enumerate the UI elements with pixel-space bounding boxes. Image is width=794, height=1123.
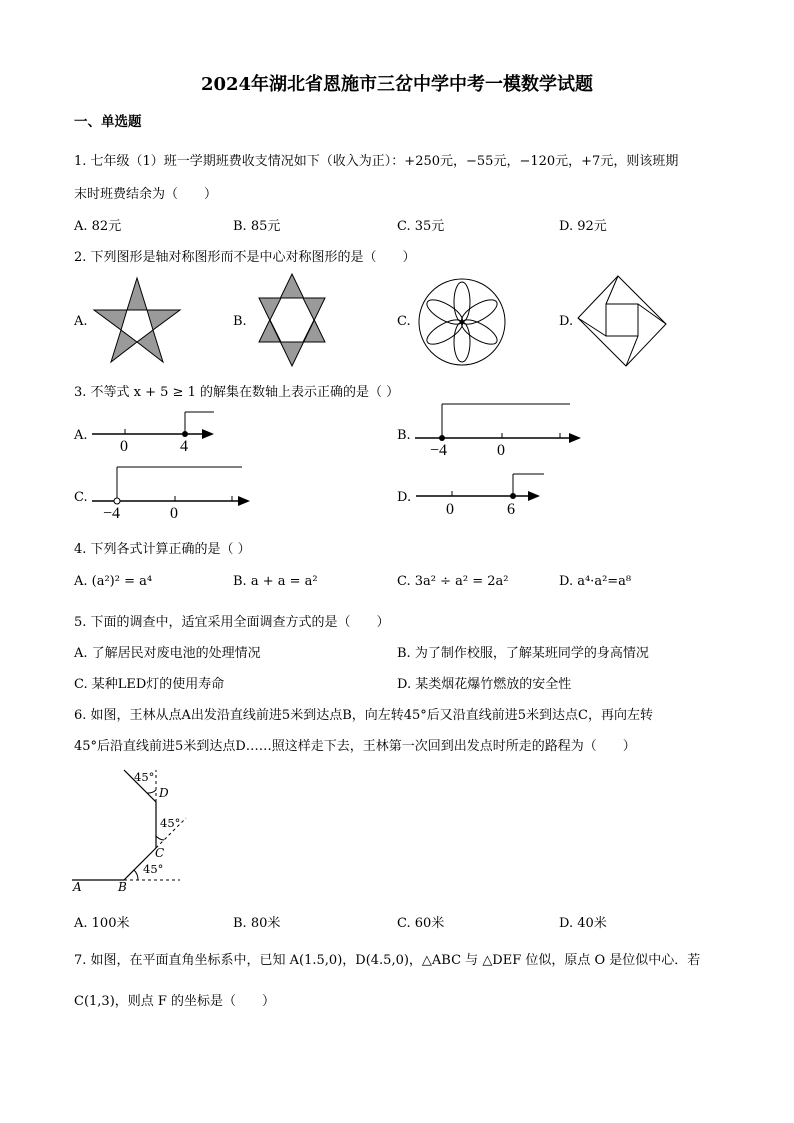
q6-point-a: A (73, 880, 82, 894)
q6-option-c: C. 60米 (397, 916, 445, 931)
section-heading: 一、单选题 (74, 114, 142, 130)
q3-b-tick-0: 0 (497, 442, 505, 459)
q6-option-a: A. 100米 (74, 916, 130, 931)
q3-option-a-label: A. (74, 428, 88, 443)
question-1-line-2: 末时班费结余为（ ） (74, 187, 218, 202)
page-title: 2024年湖北省恩施市三岔中学中考一模数学试题 (200, 74, 594, 95)
question-7-line-1: 7. 如图，在平面直角坐标系中，已知 A(1.5,0)，D(4.5,0)，△ABC 与 △DEF 位似，原点 O 是位似中心．若 (74, 953, 701, 968)
q3-number-line-b (415, 402, 590, 444)
q4-option-c: C. 3a² ÷ a² = 2a² (397, 574, 509, 589)
q2-option-d-label: D. (559, 314, 574, 329)
q3-option-d-label: D. (397, 490, 412, 505)
q6-point-b: B (118, 880, 127, 894)
question-4: 4. 下列各式计算正确的是（ ） (74, 542, 251, 557)
q3-number-line-d (416, 472, 546, 504)
flower-circle-figure (416, 276, 508, 368)
q5-option-c: C. 某种LED灯的使用寿命 (74, 677, 225, 692)
q3-option-b-label: B. (397, 428, 411, 443)
q5-option-d: D. 某类烟花爆竹燃放的安全性 (397, 677, 572, 692)
q3-d-tick-6: 6 (507, 501, 515, 518)
question-1-line-1: 1. 七年级（1）班一学期班费收支情况如下（收入为正）：+250元，−55元，−120元，+7元，则该班期 (74, 154, 679, 169)
question-3: 3. 不等式 x + 5 ≥ 1 的解集在数轴上表示正确的是（ ） (74, 385, 400, 400)
q3-c-tick-neg4: −4 (103, 505, 121, 522)
q4-option-b: B. a + a = a² (233, 574, 318, 589)
q1-option-d: D. 92元 (559, 219, 607, 234)
q6-path-figure (72, 768, 222, 896)
q3-b-tick-neg4: −4 (430, 442, 448, 459)
q2-option-b-label: B. (233, 314, 247, 329)
q3-a-tick-0: 0 (120, 438, 128, 455)
q2-option-c-label: C. (397, 314, 411, 329)
q6-point-d: D (159, 786, 169, 800)
five-pointed-star-figure (92, 276, 182, 364)
question-6-line-1: 6. 如图，王林从点A出发沿直线前进5米到达点B，向左转45°后又沿直线前进5米到达点C，再向左转 (74, 708, 654, 723)
q3-number-line-a (92, 410, 222, 460)
q3-c-tick-0: 0 (170, 505, 178, 522)
q6-angle-label-bottom: 45° (143, 862, 164, 876)
q5-option-b: B. 为了制作校服，了解某班同学的身高情况 (397, 646, 649, 661)
q3-option-c-label: C. (74, 490, 88, 505)
q5-option-a: A. 了解居民对废电池的处理情况 (74, 646, 261, 661)
question-7-line-2: C(1,3)，则点 F 的坐标是（ ） (74, 994, 276, 1009)
six-pointed-star-figure (252, 272, 332, 368)
q1-option-b: B. 85元 (233, 219, 281, 234)
question-5: 5. 下面的调查中，适宜采用全面调查方式的是（ ） (74, 615, 390, 630)
q4-option-d: D. a⁴·a²=a⁸ (559, 574, 632, 589)
q6-angle-label-top: 45° (134, 770, 155, 784)
q6-angle-label-middle: 45° (160, 816, 181, 830)
q4-option-a: A. (a²)² = a⁴ (74, 574, 153, 589)
rotated-square-figure (576, 274, 668, 368)
q1-option-c: C. 35元 (397, 219, 445, 234)
q6-option-d: D. 40米 (559, 916, 607, 931)
q3-d-tick-0: 0 (446, 501, 454, 518)
q2-option-a-label: A. (74, 314, 88, 329)
question-6-line-2: 45°后沿直线前进5米到达点D……照这样走下去，王林第一次回到出发点时所走的路程为（ ） (74, 739, 636, 754)
q3-a-tick-4: 4 (180, 438, 188, 455)
q1-option-a: A. 82元 (74, 219, 122, 234)
q3-number-line-c (92, 465, 262, 507)
q6-option-b: B. 80米 (233, 916, 281, 931)
question-2: 2. 下列图形是轴对称图形而不是中心对称图形的是（ ） (74, 250, 416, 265)
q6-point-c: C (155, 846, 165, 860)
